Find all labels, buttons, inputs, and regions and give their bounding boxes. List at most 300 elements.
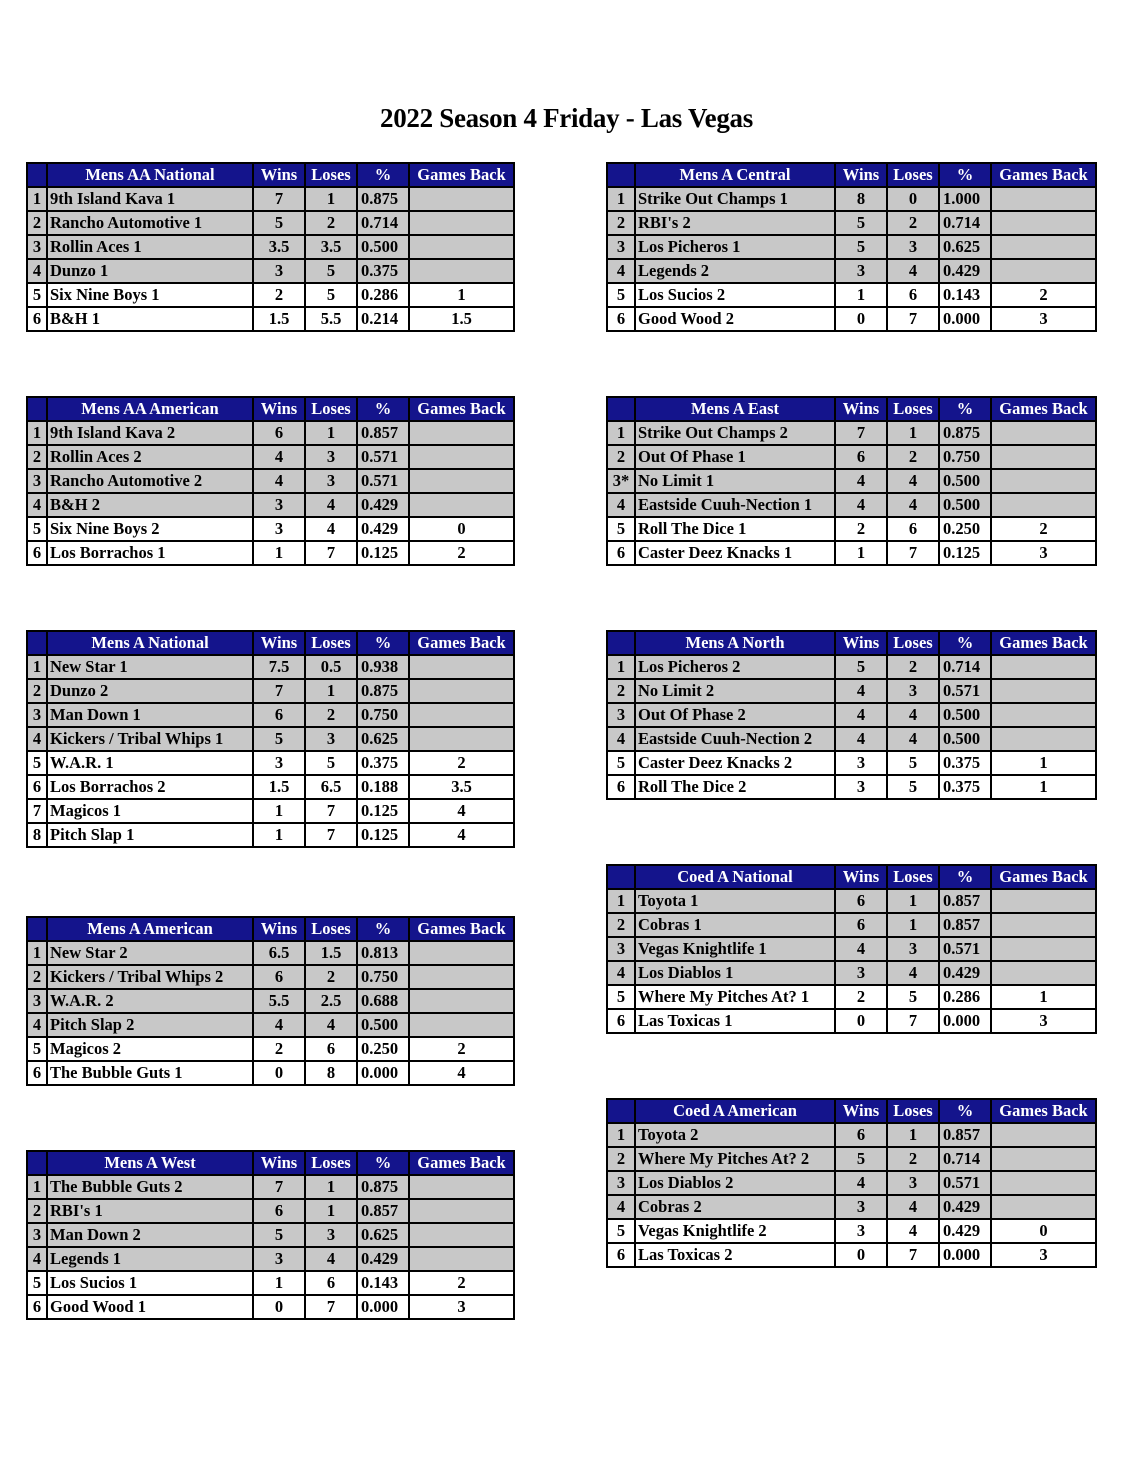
loses-cell: 2: [887, 655, 939, 679]
games-back-cell: [409, 259, 514, 283]
loses-cell: 4: [305, 1013, 357, 1037]
wins-cell: 1: [253, 1271, 305, 1295]
games-back-cell: 4: [409, 823, 514, 847]
pct-cell: 0.571: [939, 1171, 991, 1195]
team-name: W.A.R. 2: [47, 989, 253, 1013]
loses-cell: 1: [305, 1175, 357, 1199]
wins-cell: 2: [253, 283, 305, 307]
games-back-cell: 2: [991, 283, 1096, 307]
rank-cell: 3: [27, 703, 47, 727]
games-back-cell: [991, 493, 1096, 517]
rank-header: [27, 631, 47, 655]
loses-header: Loses: [887, 397, 939, 421]
wins-cell: 3: [835, 751, 887, 775]
table-row: [607, 445, 1096, 469]
wins-cell: 6.5: [253, 941, 305, 965]
wins-cell: 1: [835, 541, 887, 565]
rank-cell: 7: [27, 799, 47, 823]
wins-cell: 7: [253, 679, 305, 703]
games-back-cell: [409, 965, 514, 989]
rank-cell: 3*: [607, 469, 635, 493]
table-header-row: [27, 1151, 514, 1175]
wins-cell: 7: [253, 1175, 305, 1199]
rank-cell: 2: [27, 965, 47, 989]
rank-cell: 6: [607, 541, 635, 565]
loses-cell: 1: [305, 1199, 357, 1223]
loses-cell: 8: [305, 1061, 357, 1085]
wins-cell: 0: [835, 307, 887, 331]
table-row: [607, 703, 1096, 727]
loses-cell: 7: [305, 541, 357, 565]
loses-cell: 2: [887, 211, 939, 235]
standings-table-mens-aa-national: [26, 162, 515, 332]
table-row: [27, 1175, 514, 1199]
table-row: [27, 799, 514, 823]
pct-cell: 0.875: [357, 1175, 409, 1199]
wins-cell: 2: [253, 1037, 305, 1061]
table-row: [27, 941, 514, 965]
games-back-cell: [409, 1247, 514, 1271]
wins-cell: 3: [835, 259, 887, 283]
team-name: B&H 2: [47, 493, 253, 517]
table-row: [607, 1147, 1096, 1171]
rank-cell: 4: [27, 727, 47, 751]
table-row: [27, 1199, 514, 1223]
table-row: [27, 1271, 514, 1295]
standings-table-mens-aa-american: [26, 396, 515, 566]
loses-cell: 1: [887, 1123, 939, 1147]
pct-cell: 0.938: [357, 655, 409, 679]
games-back-cell: 3: [991, 1009, 1096, 1033]
rank-cell: 2: [27, 445, 47, 469]
wins-cell: 4: [835, 469, 887, 493]
table-row: [27, 823, 514, 847]
rank-cell: 1: [607, 421, 635, 445]
team-name: Rollin Aces 2: [47, 445, 253, 469]
loses-cell: 5: [887, 751, 939, 775]
wins-cell: 3: [835, 1195, 887, 1219]
pct-cell: 0.625: [357, 1223, 409, 1247]
table-row: [607, 1123, 1096, 1147]
rank-cell: 3: [27, 1223, 47, 1247]
games-back-cell: [409, 1175, 514, 1199]
team-name: Rollin Aces 1: [47, 235, 253, 259]
loses-header: Loses: [305, 917, 357, 941]
pct-cell: 0.429: [939, 1195, 991, 1219]
pct-cell: 0.500: [357, 1013, 409, 1037]
wins-cell: 3.5: [253, 235, 305, 259]
wins-cell: 1: [253, 823, 305, 847]
table-header-row: [27, 631, 514, 655]
pct-cell: 0.500: [939, 703, 991, 727]
table-row: [607, 655, 1096, 679]
pct-cell: 0.000: [939, 307, 991, 331]
wins-cell: 3: [253, 259, 305, 283]
pct-cell: 0.429: [939, 1219, 991, 1243]
division-name: Mens A North: [635, 631, 835, 655]
table-header-row: [27, 397, 514, 421]
wins-cell: 4: [835, 493, 887, 517]
team-name: Man Down 2: [47, 1223, 253, 1247]
games-back-cell: [991, 211, 1096, 235]
games-back-cell: 2: [991, 517, 1096, 541]
wins-cell: 3: [253, 493, 305, 517]
table-row: [27, 751, 514, 775]
pct-cell: 0.875: [357, 679, 409, 703]
wins-cell: 1: [835, 283, 887, 307]
loses-cell: 2: [887, 1147, 939, 1171]
wins-cell: 1: [253, 799, 305, 823]
rank-cell: 5: [27, 1037, 47, 1061]
games-back-cell: [991, 961, 1096, 985]
pct-cell: 0.625: [357, 727, 409, 751]
games-back-cell: [991, 913, 1096, 937]
table-header-row: [607, 631, 1096, 655]
table-row: [607, 307, 1096, 331]
pct-header: %: [357, 631, 409, 655]
team-name: Kickers / Tribal Whips 1: [47, 727, 253, 751]
loses-cell: 3.5: [305, 235, 357, 259]
games-back-cell: 3.5: [409, 775, 514, 799]
games-back-cell: 0: [991, 1219, 1096, 1243]
table-row: [607, 517, 1096, 541]
table-row: [27, 1223, 514, 1247]
team-name: Six Nine Boys 2: [47, 517, 253, 541]
wins-cell: 2: [835, 985, 887, 1009]
rank-cell: 6: [607, 1009, 635, 1033]
games-back-cell: [409, 235, 514, 259]
wins-cell: 6: [835, 889, 887, 913]
rank-cell: 6: [27, 1295, 47, 1319]
wins-cell: 1.5: [253, 307, 305, 331]
wins-header: Wins: [835, 163, 887, 187]
table-row: [607, 235, 1096, 259]
games-back-cell: [409, 679, 514, 703]
table-row: [607, 211, 1096, 235]
team-name: Caster Deez Knacks 1: [635, 541, 835, 565]
division-name: Mens A West: [47, 1151, 253, 1175]
games-back-cell: 2: [409, 1271, 514, 1295]
rank-cell: 4: [607, 259, 635, 283]
pct-cell: 0.500: [939, 469, 991, 493]
table-row: [607, 679, 1096, 703]
wins-cell: 3: [253, 517, 305, 541]
wins-cell: 1.5: [253, 775, 305, 799]
division-name: Mens A National: [47, 631, 253, 655]
games-back-cell: [409, 493, 514, 517]
pct-header: %: [939, 163, 991, 187]
games-back-cell: 3: [991, 1243, 1096, 1267]
games-back-cell: 3: [991, 307, 1096, 331]
table-row: [607, 913, 1096, 937]
loses-cell: 5.5: [305, 307, 357, 331]
rank-cell: 5: [27, 283, 47, 307]
rank-cell: 1: [27, 941, 47, 965]
table-row: [27, 541, 514, 565]
games-back-cell: [409, 421, 514, 445]
table-row: [607, 259, 1096, 283]
loses-cell: 5: [887, 775, 939, 799]
wins-cell: 6: [835, 445, 887, 469]
team-name: Los Diablos 1: [635, 961, 835, 985]
wins-cell: 4: [835, 703, 887, 727]
wins-cell: 4: [835, 727, 887, 751]
wins-header: Wins: [253, 917, 305, 941]
games-back-cell: 2: [409, 541, 514, 565]
pct-cell: 0.125: [357, 823, 409, 847]
pct-cell: 0.000: [939, 1009, 991, 1033]
pct-cell: 1.000: [939, 187, 991, 211]
team-name: Los Picheros 1: [635, 235, 835, 259]
table-row: [27, 493, 514, 517]
team-name: Pitch Slap 1: [47, 823, 253, 847]
table-row: [27, 421, 514, 445]
pct-cell: 0.625: [939, 235, 991, 259]
team-name: Toyota 1: [635, 889, 835, 913]
wins-cell: 5: [253, 1223, 305, 1247]
rank-cell: 1: [27, 421, 47, 445]
pct-cell: 0.000: [357, 1295, 409, 1319]
loses-cell: 4: [887, 259, 939, 283]
games-back-cell: [409, 1199, 514, 1223]
rank-cell: 3: [607, 1171, 635, 1195]
loses-cell: 0.5: [305, 655, 357, 679]
table-row: [607, 1219, 1096, 1243]
wins-cell: 3: [835, 1219, 887, 1243]
team-name: Los Borrachos 1: [47, 541, 253, 565]
rank-cell: 6: [27, 307, 47, 331]
rank-cell: 6: [27, 775, 47, 799]
games-back-cell: 1.5: [409, 307, 514, 331]
pct-cell: 0.714: [939, 211, 991, 235]
team-name: Los Sucios 2: [635, 283, 835, 307]
loses-cell: 4: [887, 961, 939, 985]
team-name: Magicos 1: [47, 799, 253, 823]
games-back-cell: [991, 187, 1096, 211]
loses-cell: 3: [305, 1223, 357, 1247]
loses-header: Loses: [305, 397, 357, 421]
loses-cell: 5: [305, 751, 357, 775]
pct-cell: 0.875: [939, 421, 991, 445]
games-back-cell: [991, 1123, 1096, 1147]
pct-cell: 0.688: [357, 989, 409, 1013]
pct-cell: 0.750: [357, 965, 409, 989]
pct-cell: 0.857: [939, 1123, 991, 1147]
rank-cell: 3: [607, 235, 635, 259]
loses-cell: 2: [305, 703, 357, 727]
pct-cell: 0.429: [939, 961, 991, 985]
table-header-row: [607, 163, 1096, 187]
loses-cell: 2: [305, 211, 357, 235]
team-name: New Star 2: [47, 941, 253, 965]
loses-header: Loses: [305, 631, 357, 655]
rank-header: [27, 917, 47, 941]
games-back-cell: 4: [409, 799, 514, 823]
games-back-cell: [409, 469, 514, 493]
team-name: Cobras 1: [635, 913, 835, 937]
table-row: [607, 985, 1096, 1009]
team-name: Dunzo 1: [47, 259, 253, 283]
table-row: [27, 235, 514, 259]
team-name: Out Of Phase 1: [635, 445, 835, 469]
pct-cell: 0.500: [357, 235, 409, 259]
team-name: Los Sucios 1: [47, 1271, 253, 1295]
table-row: [27, 679, 514, 703]
team-name: Kickers / Tribal Whips 2: [47, 965, 253, 989]
table-row: [27, 469, 514, 493]
standings-table-coed-a-national: [606, 864, 1097, 1034]
division-name: Coed A American: [635, 1099, 835, 1123]
team-name: 9th Island Kava 2: [47, 421, 253, 445]
team-name: RBI's 1: [47, 1199, 253, 1223]
rank-header: [27, 1151, 47, 1175]
wins-cell: 4: [835, 937, 887, 961]
loses-cell: 1.5: [305, 941, 357, 965]
loses-cell: 4: [887, 703, 939, 727]
standings-table-mens-a-north: [606, 630, 1097, 800]
loses-cell: 3: [305, 727, 357, 751]
wins-cell: 6: [835, 913, 887, 937]
division-name: Mens AA American: [47, 397, 253, 421]
rank-header: [607, 1099, 635, 1123]
loses-header: Loses: [305, 1151, 357, 1175]
table-header-row: [607, 865, 1096, 889]
pct-cell: 0.375: [357, 751, 409, 775]
rank-cell: 3: [607, 937, 635, 961]
pct-cell: 0.714: [357, 211, 409, 235]
table-row: [27, 307, 514, 331]
wins-header: Wins: [253, 163, 305, 187]
loses-cell: 3: [305, 469, 357, 493]
wins-header: Wins: [835, 397, 887, 421]
table-row: [607, 1243, 1096, 1267]
table-row: [27, 1013, 514, 1037]
rank-cell: 4: [607, 493, 635, 517]
games-back-cell: [991, 421, 1096, 445]
table-row: [27, 187, 514, 211]
games-back-cell: 1: [991, 985, 1096, 1009]
wins-cell: 6: [253, 965, 305, 989]
pct-cell: 0.125: [939, 541, 991, 565]
loses-cell: 2: [887, 445, 939, 469]
rank-cell: 2: [27, 679, 47, 703]
pct-cell: 0.571: [939, 937, 991, 961]
rank-header: [27, 397, 47, 421]
games-back-cell: 3: [409, 1295, 514, 1319]
pct-cell: 0.500: [939, 727, 991, 751]
team-name: W.A.R. 1: [47, 751, 253, 775]
games-back-header: Games Back: [991, 631, 1096, 655]
rank-cell: 5: [607, 517, 635, 541]
loses-cell: 3: [887, 937, 939, 961]
team-name: B&H 1: [47, 307, 253, 331]
pct-cell: 0.214: [357, 307, 409, 331]
pct-cell: 0.857: [939, 913, 991, 937]
team-name: Vegas Knightlife 2: [635, 1219, 835, 1243]
rank-cell: 6: [607, 1243, 635, 1267]
loses-cell: 1: [887, 913, 939, 937]
table-row: [27, 775, 514, 799]
pct-cell: 0.750: [357, 703, 409, 727]
standings-table-mens-a-central: [606, 162, 1097, 332]
table-row: [607, 1009, 1096, 1033]
games-back-header: Games Back: [409, 631, 514, 655]
games-back-cell: [991, 1171, 1096, 1195]
rank-cell: 5: [607, 283, 635, 307]
wins-header: Wins: [835, 631, 887, 655]
table-row: [607, 541, 1096, 565]
pct-cell: 0.375: [939, 751, 991, 775]
pct-cell: 0.714: [939, 655, 991, 679]
loses-cell: 5: [887, 985, 939, 1009]
games-back-cell: [409, 703, 514, 727]
rank-cell: 3: [27, 989, 47, 1013]
rank-cell: 5: [27, 1271, 47, 1295]
wins-cell: 6: [253, 421, 305, 445]
table-header-row: [27, 163, 514, 187]
pct-cell: 0.286: [357, 283, 409, 307]
team-name: Six Nine Boys 1: [47, 283, 253, 307]
loses-cell: 3: [887, 679, 939, 703]
rank-cell: 2: [607, 679, 635, 703]
table-row: [27, 1295, 514, 1319]
loses-cell: 1: [887, 889, 939, 913]
rank-header: [607, 163, 635, 187]
wins-cell: 2: [835, 517, 887, 541]
wins-cell: 3: [835, 775, 887, 799]
table-row: [27, 283, 514, 307]
rank-cell: 5: [607, 751, 635, 775]
team-name: Los Diablos 2: [635, 1171, 835, 1195]
pct-cell: 0.143: [357, 1271, 409, 1295]
standings-table-coed-a-american: [606, 1098, 1097, 1268]
wins-cell: 0: [835, 1009, 887, 1033]
loses-cell: 4: [887, 493, 939, 517]
games-back-cell: 1: [409, 283, 514, 307]
team-name: Los Picheros 2: [635, 655, 835, 679]
team-name: Dunzo 2: [47, 679, 253, 703]
wins-cell: 6: [835, 1123, 887, 1147]
games-back-cell: [991, 1195, 1096, 1219]
games-back-cell: [991, 445, 1096, 469]
table-row: [607, 1195, 1096, 1219]
games-back-cell: [991, 1147, 1096, 1171]
games-back-cell: 2: [409, 1037, 514, 1061]
loses-header: Loses: [887, 865, 939, 889]
table-row: [607, 937, 1096, 961]
rank-cell: 1: [607, 187, 635, 211]
wins-cell: 5: [253, 211, 305, 235]
wins-cell: 5: [835, 211, 887, 235]
games-back-header: Games Back: [991, 163, 1096, 187]
team-name: The Bubble Guts 2: [47, 1175, 253, 1199]
rank-cell: 6: [607, 307, 635, 331]
division-name: Mens AA National: [47, 163, 253, 187]
loses-cell: 6: [887, 517, 939, 541]
wins-header: Wins: [253, 1151, 305, 1175]
table-row: [27, 1037, 514, 1061]
games-back-cell: 2: [409, 751, 514, 775]
games-back-header: Games Back: [409, 1151, 514, 1175]
table-row: [607, 421, 1096, 445]
team-name: Pitch Slap 2: [47, 1013, 253, 1037]
wins-cell: 5: [835, 235, 887, 259]
team-name: Cobras 2: [635, 1195, 835, 1219]
loses-cell: 6: [887, 283, 939, 307]
team-name: Strike Out Champs 1: [635, 187, 835, 211]
games-back-cell: 1: [991, 775, 1096, 799]
rank-cell: 4: [27, 1013, 47, 1037]
